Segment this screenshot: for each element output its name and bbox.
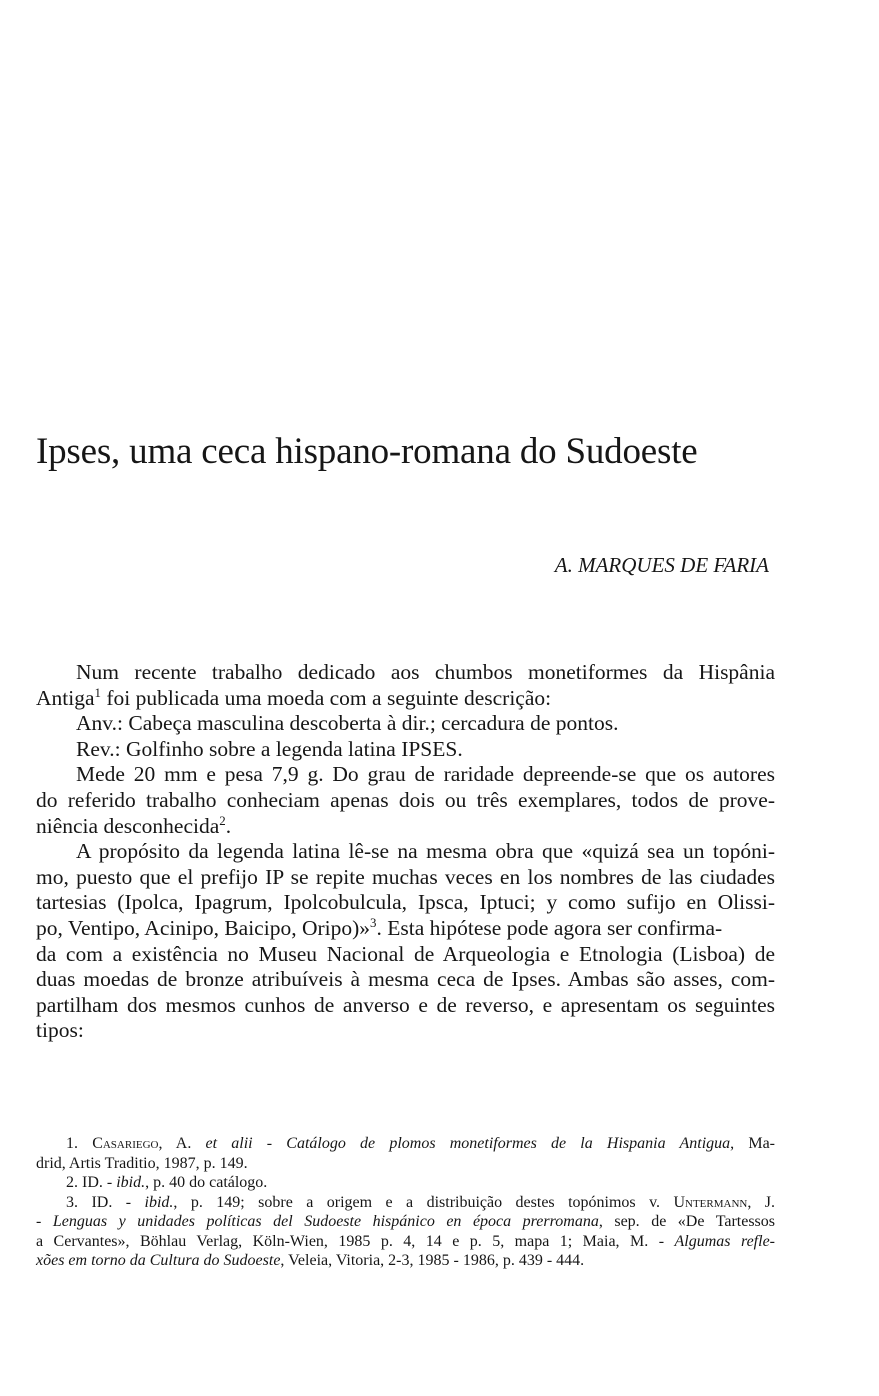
body-line: po, Ventipo, Acinipo, Baicipo, Oripo)»$^3$. Esta hipótese pode agora ser confirma- (36, 915, 723, 940)
footnote-3: 3. ID. - ibid., p. 149; sobre a origem e a distribuição destes topónimos v. Untermann, J. (66, 1193, 775, 1211)
body-line: mo, puesto que el prefijo IP se repite muchas veces en los nombres de las ciudades (36, 864, 775, 889)
body-line: niência desconhecida$^2$. (36, 813, 232, 838)
footnote-ref-3: 3 (370, 915, 377, 930)
footnote-3-cont: - Lenguas y unidades políticas del Sudoeste hispánico en época prerromana, sep. de «De Tartessos (36, 1213, 776, 1230)
obverse-description: Anv.: Cabeça masculina descoberta à dir.; cercadura de pontos. (76, 711, 619, 736)
footnote-3-cont: a Cervantes», Böhlau Verlag, Köln-Wien, 1985 p. 4, 14 e p. 5, mapa 1; Maia, M. - Algumas refle- (36, 1232, 775, 1250)
footnotes (36, 1134, 775, 1271)
body-line: Num recente trabalho dedicado aos chumbos monetiformes da Hispânia (76, 660, 775, 684)
body-line: partilham dos mesmos cunhos de anverso e de reverso, e apresentam os seguintes (36, 992, 775, 1017)
footnote-2: 2. ID. - ibid., p. 40 do catálogo. (66, 1174, 268, 1191)
body-line: da com a existência no Museu Nacional de Arqueologia e Etnologia (Lisboa) de (36, 941, 775, 966)
article-title: Ipses, uma ceca hispano-romana do Sudoeste (36, 431, 698, 472)
footnote-3-cont: xões em torno da Cultura do Sudoeste, Veleia, Vitoria, 2-3, 1985 - 1986, p. 439 - 444. (36, 1252, 585, 1269)
body-line: Mede 20 mm e pesa 7,9 g. Do grau de raridade depreende-se que os autores (76, 762, 775, 787)
reverse-description: Rev.: Golfinho sobre a legenda latina IPSES. (76, 736, 463, 761)
author-name: A. MARQUES DE FARIA (554, 553, 769, 577)
body-line: tartesias (Ipolca, Ipagrum, Ipolcobulcula, Ipsca, Iptuci; y como sufijo en Olissi- (36, 890, 775, 915)
body-line: Antiga$^1$ foi publicada uma moeda com a seguinte descrição: (36, 685, 552, 710)
body-line: tipos: (36, 1018, 84, 1043)
footnote-1: 1. Casariego, A. et alii - Catálogo de plomos monetiformes de la Hispania Antigua, Ma- (66, 1135, 776, 1152)
body-line: duas moedas de bronze atribuíveis à mesma ceca de Ipses. Ambas são asses, com- (36, 967, 775, 992)
body-line: A propósito da legenda latina lê-se na mesma obra que «quizá sea un topóni- (76, 839, 775, 864)
footnote-ref-2: 2 (219, 813, 226, 828)
article-body (36, 660, 775, 1044)
footnote-1-cont: drid, Artis Traditio, 1987, p. 149. (36, 1154, 248, 1172)
body-line: do referido trabalho conheciam apenas dois ou três exemplares, todos de prove- (36, 787, 775, 812)
footnote-ref-1: 1 (94, 685, 101, 700)
